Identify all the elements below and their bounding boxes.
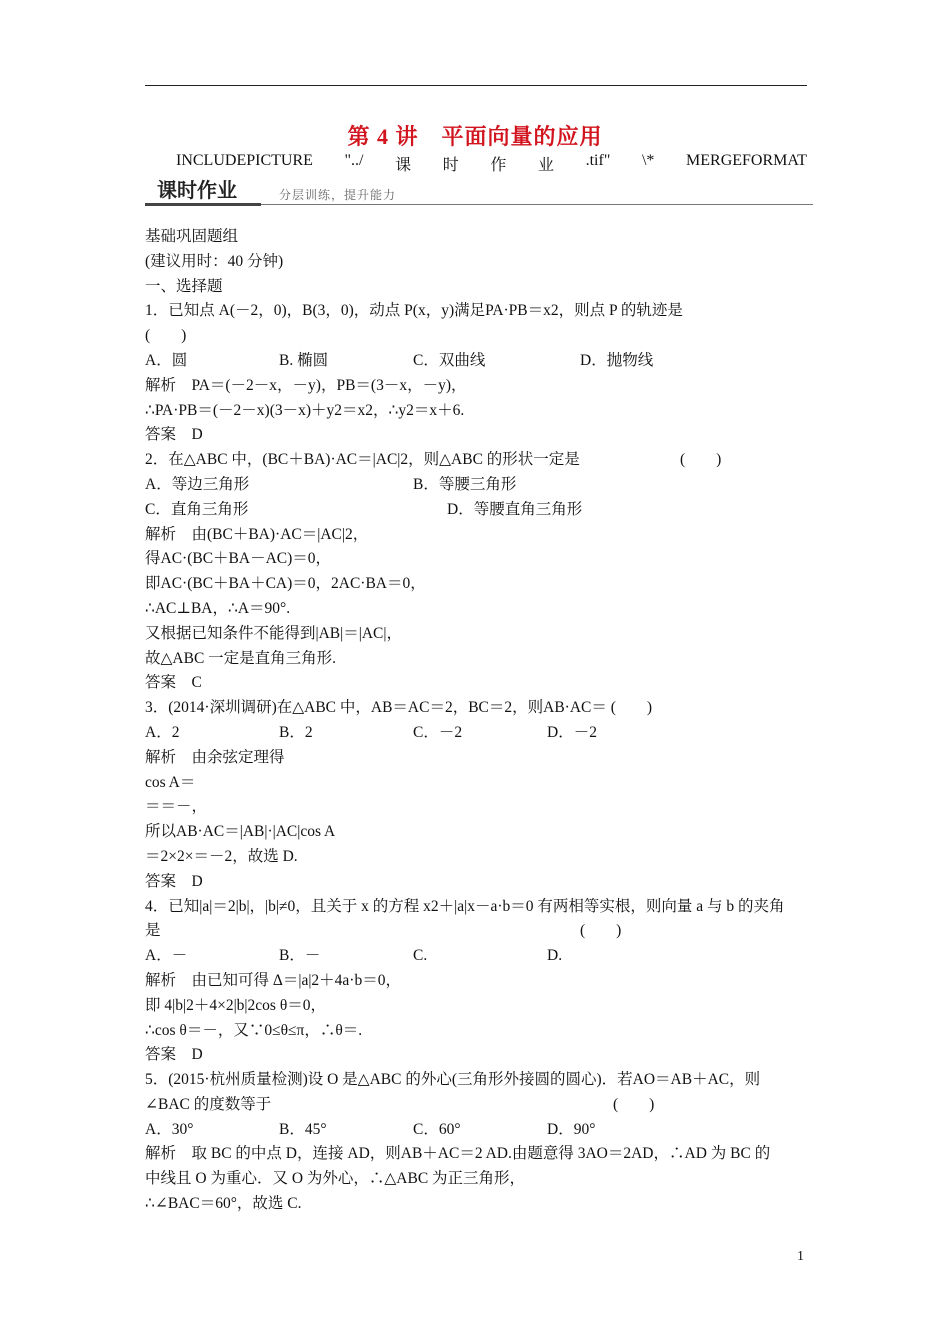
q3-answer: 答案 D	[145, 872, 203, 890]
q4-answer: 答案 D	[145, 1046, 203, 1064]
banner-subtitle: 分层训练，提升能力	[279, 188, 397, 202]
q3-options	[145, 721, 807, 746]
q3-option-a: A．2	[145, 723, 180, 741]
time-suggestion: (建议用时：40 分钟)	[145, 252, 284, 270]
include-part: 时	[442, 157, 459, 174]
q1-stem: 1．已知点 A(－2，0)，B(3，0)，动点 P(x，y)满足PA·PB＝x2，则点 P 的轨迹是	[145, 302, 683, 320]
section-heading: 基础巩固题组	[145, 228, 239, 245]
lesson-title: 第 4 讲 平面向量的应用	[347, 124, 603, 149]
q3-option-b: B．2	[279, 723, 313, 741]
q5-solution: 解析 取 BC 的中点 D，连接 AD，则AB＋AC＝2 AD.由题意得 3AO＝2AD，∴AD 为 BC 的	[145, 1145, 771, 1163]
banner-label: 课时作业	[157, 178, 237, 202]
q4-stem-cont: 是 ( )	[145, 919, 807, 944]
q2-solution: 即AC·(BC＋BA＋CA)＝0，2AC·BA＝0，	[145, 575, 426, 593]
q4-option-c: C.	[413, 947, 428, 965]
q1-option-a: A．圆	[145, 351, 188, 369]
q2-solution: 解析 由(BC＋BA)·AC＝|AC|2，	[145, 525, 369, 543]
q4-solution: 即 4|b|2＋4×2|b|2cos θ＝0，	[145, 996, 326, 1014]
include-part: MERGEFORMAT	[686, 152, 807, 169]
q4-option-b: B．－	[279, 947, 321, 965]
include-field-code	[176, 152, 807, 175]
page-number: 1	[797, 1249, 804, 1264]
q4-bracket: ( )	[580, 922, 622, 940]
q4-solution: 解析 由已知可得 Δ＝|a|2＋4a·b＝0，	[145, 971, 401, 989]
banner-underline	[145, 203, 261, 206]
include-part: INCLUDEPICTURE	[176, 152, 313, 169]
q2-solution: ∴AC⊥BA，∴A＝90°.	[145, 599, 291, 617]
include-part: .tif"	[585, 152, 611, 169]
q3-solution: 所以AB·AC＝|AB|·|AC|cos A	[145, 823, 336, 841]
q2-answer: 答案 C	[145, 674, 202, 692]
q5-option-b: B．45°	[279, 1120, 327, 1138]
q2-options-row1	[145, 473, 807, 498]
section-banner	[145, 176, 813, 208]
q2-solution: 又根据已知条件不能得到|AB|＝|AC|，	[145, 624, 402, 642]
include-part: \*	[641, 152, 655, 169]
q5-option-d: D．90°	[547, 1120, 596, 1138]
q3-solution: cos A＝	[145, 773, 196, 791]
q5-stem-cont: ∠BAC 的度数等于 ( )	[145, 1093, 807, 1118]
q4-options	[145, 944, 807, 969]
include-part: "../	[344, 152, 364, 169]
q5-solution: 中线且 O 为重心．又 O 为外心，∴△ABC 为正三角形，	[145, 1170, 526, 1188]
q1-solution: 解析 PA＝(－2－x，－y)，PB＝(3－x，－y)，	[145, 376, 467, 394]
q1-solution: ∴PA·PB＝(－2－x)(3－x)＋y2＝x2，∴y2＝x＋6.	[145, 401, 465, 419]
q3-option-c: C．－2	[413, 723, 463, 741]
q3-solution: 解析 由余弦定理得	[145, 748, 285, 766]
q3-stem: 3．(2014·深圳调研)在△ABC 中，AB＝AC＝2，BC＝2，则AB·AC＝ ( )	[145, 699, 653, 717]
q1-answer: 答案 D	[145, 426, 203, 444]
q4-option-d: D.	[547, 947, 563, 965]
q5-solution: ∴∠BAC＝60°，故选 C.	[145, 1195, 302, 1213]
q1-bracket: ( )	[145, 327, 187, 345]
q4-stem: 4．已知|a|＝2|b|，|b|≠0，且关于 x 的方程 x2＋|a|x－a·b＝0 有两相等实根，则向量 a 与 b 的夹角	[145, 897, 785, 915]
exercise-body	[145, 225, 807, 1217]
q3-option-d: D．－2	[547, 723, 597, 741]
include-part: 作	[490, 157, 507, 174]
q2-stem: 2．在△ABC 中，(BC＋BA)·AC＝|AC|2，则△ABC 的形状一定是 ( )	[145, 448, 807, 473]
q2-options-row2	[145, 498, 807, 523]
banner-rule	[261, 204, 813, 205]
q2-option-c: C．直角三角形	[145, 500, 249, 518]
header-rule	[145, 85, 807, 86]
q1-option-c: C．双曲线	[413, 351, 486, 369]
q2-option-d: D．等腰直角三角形	[447, 500, 583, 518]
q3-solution: ＝＝－，	[145, 798, 208, 816]
q1-option-d: D．抛物线	[580, 351, 654, 369]
q4-option-a: A．－	[145, 947, 188, 965]
q5-option-c: C．60°	[413, 1120, 461, 1138]
include-part: 课	[395, 157, 412, 174]
q2-solution: 得AC·(BC＋BA－AC)＝0，	[145, 550, 332, 568]
q3-solution: ＝2×2×＝－2，故选 D.	[145, 847, 298, 865]
q2-solution: 故△ABC 一定是直角三角形.	[145, 649, 337, 667]
q2-bracket: ( )	[680, 451, 722, 469]
q2-option-b: B．等腰三角形	[413, 475, 517, 493]
q2-option-a: A．等边三角形	[145, 475, 250, 493]
q5-bracket: ( )	[613, 1095, 655, 1113]
q5-options	[145, 1118, 807, 1143]
include-part: 业	[537, 157, 554, 174]
part-heading: 一、选择题	[145, 277, 223, 295]
q1-option-b: B. 椭圆	[279, 351, 329, 369]
q1-options	[145, 349, 807, 374]
q5-stem: 5．(2015·杭州质量检测)设 O 是△ABC 的外心(三角形外接圆的圆心)．若AO＝AB＋AC，则	[145, 1071, 761, 1089]
q4-solution: ∴cos θ＝－，又∵0≤θ≤π，∴θ＝.	[145, 1021, 363, 1039]
q5-option-a: A．30°	[145, 1120, 194, 1138]
